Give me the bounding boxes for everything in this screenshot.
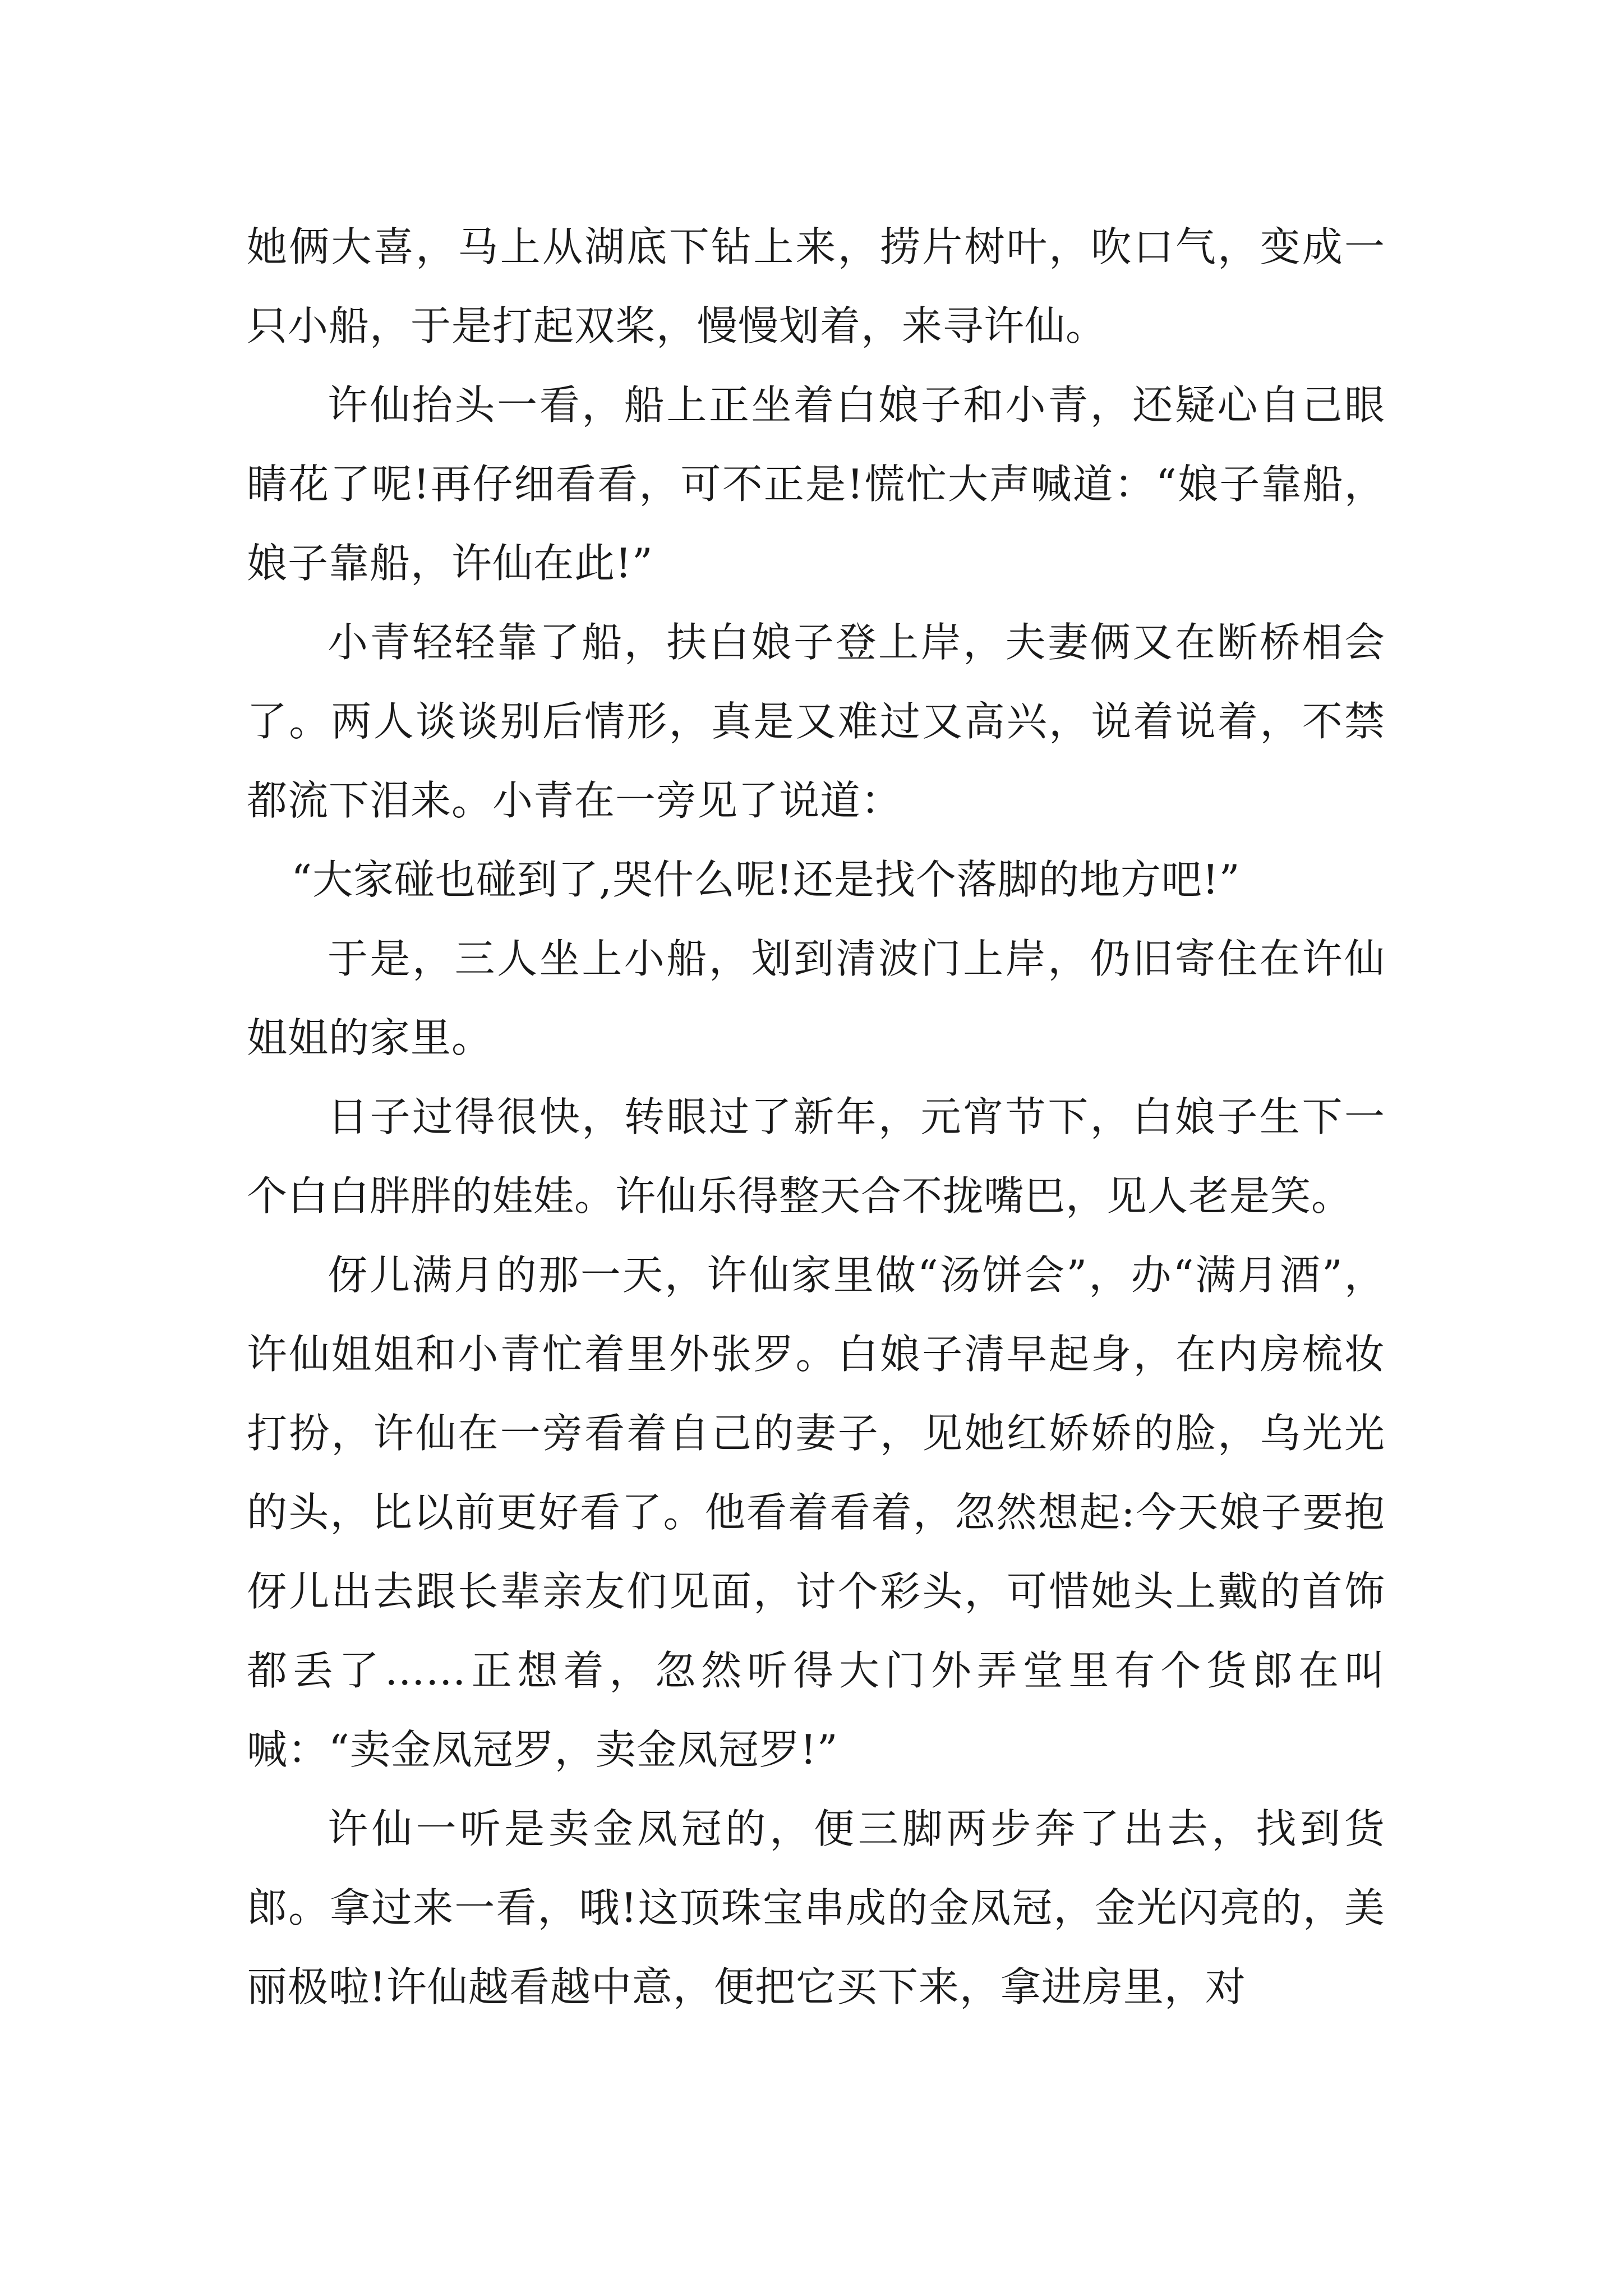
paragraph-7: 伢儿满月的那一天，许仙家里做“汤饼会”，办“满月酒”，许仙姐姐和小青忙着里外张罗。白娘子清早起身，在内房梳妆打扮，许仙在一旁看着自己的妻子，见她红娇娇的脸，乌光光的头，比以前更好看了。他看着看着，忽然想起:今天娘子要抱伢儿出去跟长辈亲友们见面，讨个彩头，可惜她头上戴的首饰都丢了……正想着，忽然听得大门外弄堂里有个货郎在叫喊：“卖金凤冠罗，卖金凤冠罗!” (247, 1251, 1385, 1773)
paragraph-2: 许仙抬头一看，船上正坐着白娘子和小青，还疑心自己眼睛花了呢!再仔细看看，可不正是!慌忙大声喊道：“娘子靠船，娘子靠船，许仙在此!” (247, 381, 1385, 587)
paragraph-8: 许仙一听是卖金凤冠的，便三脚两步奔了出去，找到货郎。拿过来一看，哦!这顶珠宝串成的金凤冠，金光闪亮的，美丽极啦!许仙越看越中意，便把它买下来，拿进房里，对 (247, 1805, 1385, 2010)
body-text (247, 208, 1385, 2027)
paragraph-3: 小青轻轻靠了船，扶白娘子登上岸，夫妻俩又在断桥相会了。两人谈谈别后情形，真是又难过又高兴，说着说着，不禁都流下泪来。小青在一旁见了说道： (247, 619, 1385, 824)
paragraph-1: 她俩大喜，马上从湖底下钻上来，捞片树叶，吹口气，变成一只小船，于是打起双桨，慢慢划着，来寻许仙。 (247, 223, 1385, 349)
paragraph-6: 日子过得很快，转眼过了新年，元宵节下，白娘子生下一个白白胖胖的娃娃。许仙乐得整天合不拢嘴巴，见人老是笑。 (247, 1093, 1385, 1220)
paragraph-5: 于是，三人坐上小船，划到清波门上岸，仍旧寄住在许仙姐姐的家里。 (247, 935, 1385, 1061)
paragraph-4-quote: “大家碰也碰到了,哭什么呢!还是找个落脚的地方吧!” (291, 856, 1241, 903)
